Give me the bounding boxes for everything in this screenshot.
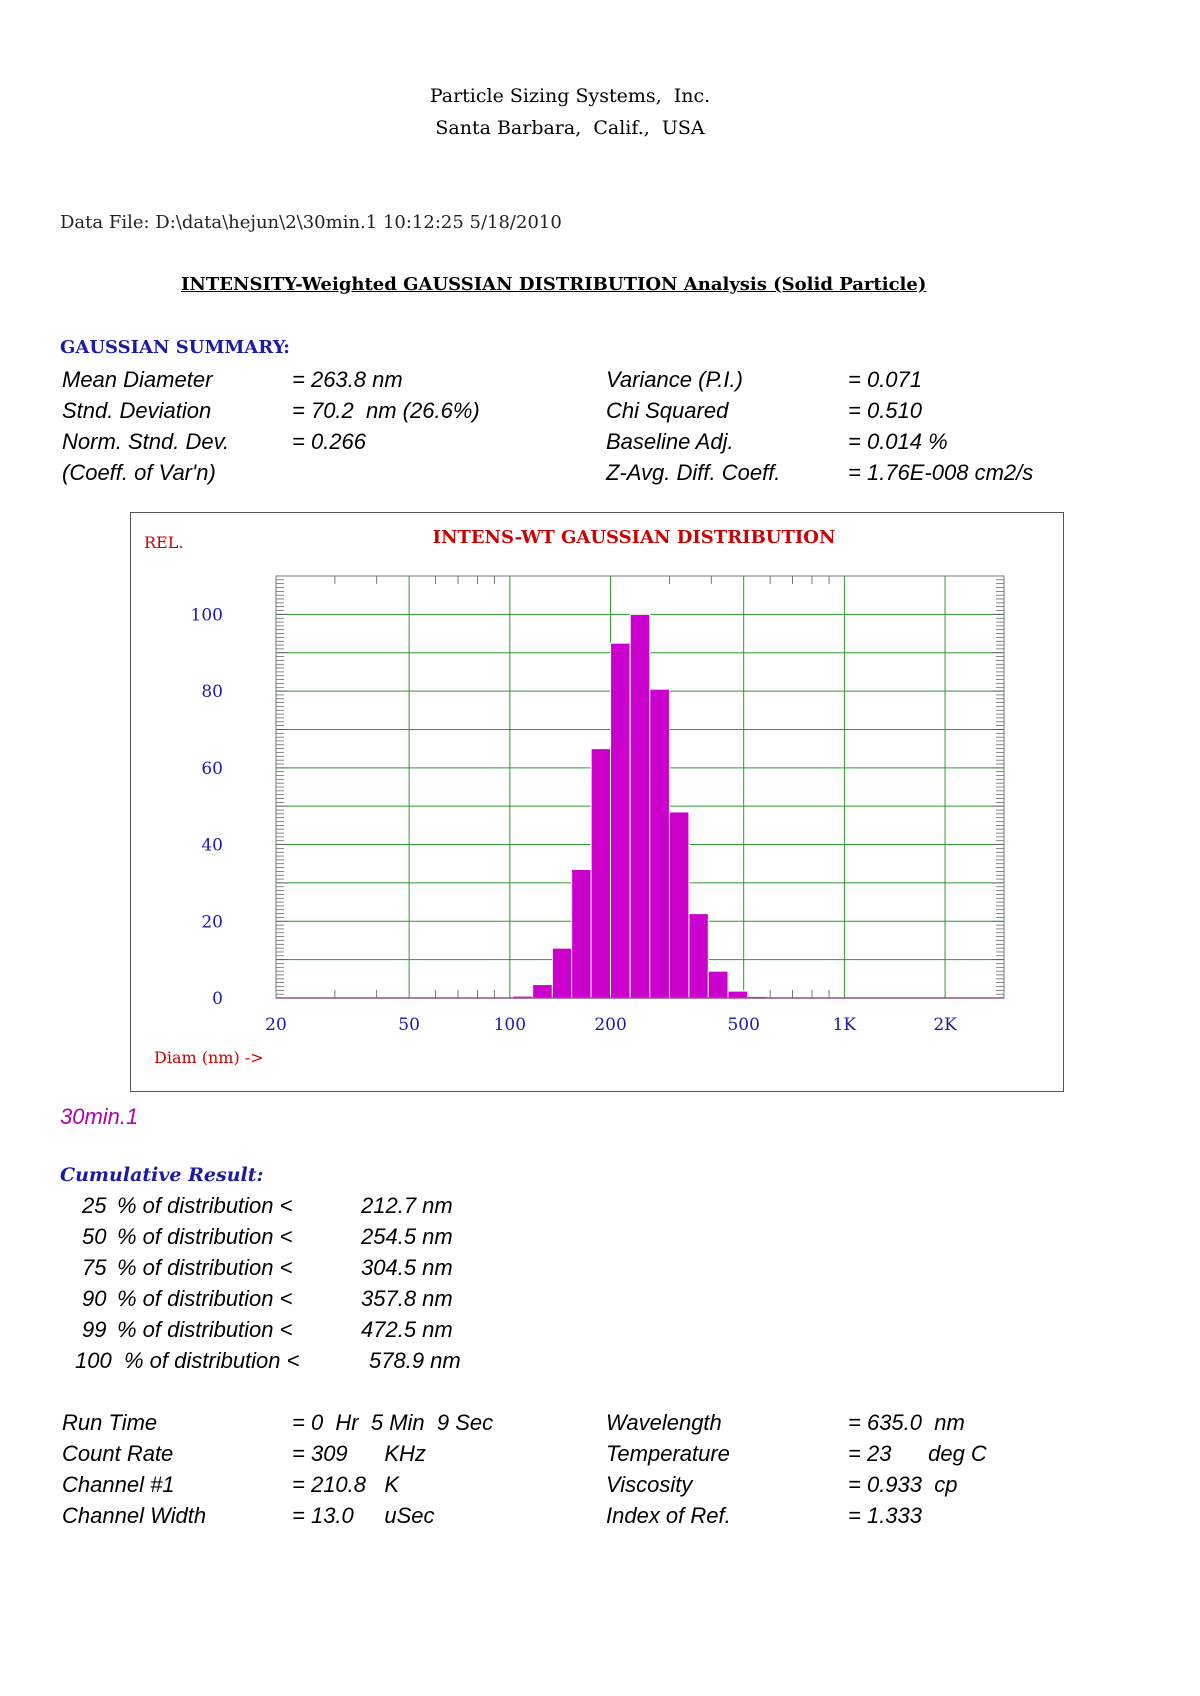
y-tick-label: 80 <box>201 682 223 703</box>
cumulative-pct: 100 <box>75 1348 112 1373</box>
distribution-bar <box>728 991 748 998</box>
run-right-value: = 635.0 nm <box>848 1410 965 1435</box>
x-axis-label: Diam (nm) -> <box>154 1048 264 1067</box>
cumulative-text: % of distribution < <box>117 1224 293 1249</box>
company-name: Particle Sizing Systems, Inc. <box>429 85 711 107</box>
cumulative-pct: 90 <box>82 1286 107 1311</box>
run-left-label: Run Time <box>62 1410 158 1435</box>
y-axis-label: REL. <box>144 533 184 552</box>
summary-right-label: Variance (P.I.) <box>606 367 743 392</box>
distribution-bar <box>611 643 631 998</box>
summary-right-value: = 0.510 <box>848 398 923 423</box>
summary-right-value: = 0.071 <box>848 367 923 392</box>
distribution-bar <box>708 971 728 998</box>
summary-left-label: Mean Diameter <box>62 367 213 392</box>
y-tick-label: 100 <box>190 605 223 626</box>
run-left-label: Channel #1 <box>62 1472 175 1497</box>
distribution-bar <box>533 985 553 998</box>
distribution-bar <box>591 749 610 998</box>
summary-left-value: = 70.2 nm (26.6%) <box>292 398 480 423</box>
summary-right-value: = 1.76E-008 cm2/s <box>848 460 1034 485</box>
y-tick-label: 60 <box>201 758 223 779</box>
summary-left-value: = 263.8 nm <box>292 367 403 392</box>
run-left-value: = 309 KHz <box>292 1441 426 1466</box>
summary-left-value: = 0.266 <box>292 429 367 454</box>
cumulative-text: % of distribution < <box>117 1317 293 1342</box>
run-left-value: = 13.0 uSec <box>292 1503 435 1528</box>
summary-right-label: Baseline Adj. <box>606 429 734 454</box>
cumulative-pct: 25 <box>82 1193 107 1218</box>
cumulative-value: 304.5 nm <box>361 1255 453 1280</box>
x-tick-label: 100 <box>493 1015 527 1035</box>
x-tick-label: 2K <box>933 1015 957 1035</box>
run-left-label: Count Rate <box>62 1441 174 1466</box>
data-file-line: Data File: D:\data\hejun\2\30min.1 10:12:25 5/18/2010 <box>60 212 562 233</box>
x-tick-label: 20 <box>265 1015 287 1035</box>
cumulative-value: 212.7 nm <box>361 1193 453 1218</box>
gaussian-summary-heading: GAUSSIAN SUMMARY: <box>60 337 290 358</box>
y-tick-label: 40 <box>201 835 223 856</box>
cumulative-text: % of distribution < <box>117 1255 293 1280</box>
distribution-bar <box>650 689 670 998</box>
run-right-value: = 23 deg C <box>848 1441 987 1466</box>
run-right-value: = 0.933 cp <box>848 1472 958 1497</box>
distribution-chart <box>131 513 1063 1091</box>
run-left-value: = 210.8 K <box>292 1472 400 1497</box>
cumulative-heading: Cumulative Result: <box>60 1164 264 1186</box>
run-right-label: Index of Ref. <box>606 1503 731 1528</box>
summary-right-value: = 0.014 % <box>848 429 948 454</box>
cumulative-value: 472.5 nm <box>361 1317 453 1342</box>
cumulative-pct: 75 <box>82 1255 107 1280</box>
cumulative-value: 254.5 nm <box>361 1224 453 1249</box>
distribution-bar <box>552 948 571 998</box>
x-tick-label: 50 <box>398 1015 420 1035</box>
file-label: 30min.1 <box>60 1104 139 1129</box>
analysis-title: INTENSITY-Weighted GAUSSIAN DISTRIBUTION Analysis (Solid Particle) <box>181 274 927 295</box>
y-tick-label: 0 <box>212 989 223 1009</box>
x-tick-label: 200 <box>594 1015 627 1035</box>
cumulative-pct: 99 <box>82 1317 107 1342</box>
company-location: Santa Barbara, Calif., USA <box>435 117 705 139</box>
summary-left-label: Stnd. Deviation <box>62 398 212 423</box>
distribution-bar <box>630 614 650 998</box>
run-left-label: Channel Width <box>62 1503 207 1528</box>
summary-right-label: Chi Squared <box>606 398 729 423</box>
summary-right-label: Z-Avg. Diff. Coeff. <box>606 460 781 485</box>
cumulative-value: 578.9 nm <box>369 1348 461 1373</box>
chart-title: INTENS-WT GAUSSIAN DISTRIBUTION <box>432 527 836 548</box>
y-tick-label: 20 <box>201 912 223 933</box>
run-right-label: Viscosity <box>606 1472 693 1497</box>
run-right-label: Wavelength <box>606 1410 722 1435</box>
cumulative-text: % of distribution < <box>117 1286 293 1311</box>
x-tick-label: 1K <box>832 1015 857 1035</box>
run-left-value: = 0 Hr 5 Min 9 Sec <box>292 1410 494 1435</box>
summary-left-label: (Coeff. of Var'n) <box>62 460 216 485</box>
cumulative-text: % of distribution < <box>117 1193 293 1218</box>
distribution-bar <box>689 914 708 998</box>
chart-frame <box>130 512 1064 1092</box>
summary-left-label: Norm. Stnd. Dev. <box>62 429 230 454</box>
distribution-bar <box>669 812 688 998</box>
run-right-value: = 1.333 <box>848 1503 923 1528</box>
distribution-bar <box>572 869 592 998</box>
cumulative-value: 357.8 nm <box>361 1286 453 1311</box>
cumulative-text: % of distribution < <box>124 1348 300 1373</box>
x-tick-label: 500 <box>727 1015 760 1035</box>
run-right-label: Temperature <box>606 1441 730 1466</box>
cumulative-pct: 50 <box>82 1224 107 1249</box>
